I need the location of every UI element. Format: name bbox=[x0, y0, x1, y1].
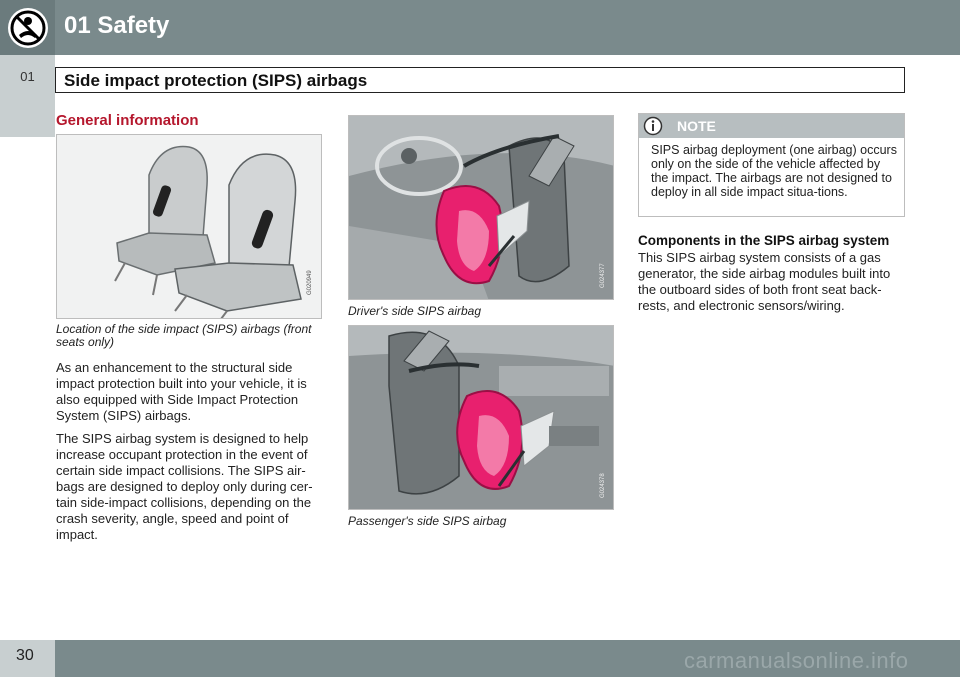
info-icon bbox=[643, 116, 663, 141]
page-number: 30 bbox=[16, 647, 34, 664]
note-header bbox=[639, 114, 904, 138]
figure-id: G024377 bbox=[600, 263, 606, 288]
driver-side-airbag-figure bbox=[348, 115, 614, 300]
figure-caption: Passenger's side SIPS airbag bbox=[348, 514, 507, 528]
section-title-bar bbox=[55, 67, 905, 93]
chapter-tab bbox=[0, 55, 55, 137]
note-text: SIPS airbag deployment (one airbag) occurs only on the side of the vehicle affected by the impact. The airbags are not designed to deploy in all side impact situa-tions. bbox=[651, 143, 897, 199]
note-box bbox=[638, 113, 905, 217]
chapter-title: 01 Safety bbox=[64, 12, 170, 39]
passenger-side-airbag-figure bbox=[348, 325, 614, 510]
chapter-tab-label: 01 bbox=[20, 69, 35, 84]
figure-caption: Location of the side impact (SIPS) airbags (front seats only) bbox=[56, 322, 312, 349]
seats-airbag-location-figure bbox=[56, 134, 322, 319]
general-information-heading: General information bbox=[56, 112, 199, 129]
figure-caption: Driver's side SIPS airbag bbox=[348, 304, 482, 318]
paragraph: The SIPS airbag system is designed to help increase occupant protection in the event of certain side impact collisions. The SIPS air-bags are designed to deploy only during cer-tain side-impact collisions, depending on the crash severity, angle, speed and point of impact. bbox=[56, 431, 313, 542]
safety-warning-icon bbox=[0, 0, 55, 55]
note-label: NOTE bbox=[677, 118, 716, 134]
section-title: Side impact protection (SIPS) airbags bbox=[64, 71, 368, 90]
paragraph: This SIPS airbag system consists of a gas generator, the side airbag modules built into the outboard sides of both front seat back-rests, and electronic sensors/wiring. bbox=[638, 250, 891, 313]
figure-id: G020949 bbox=[307, 270, 313, 295]
paragraph: As an enhancement to the structural side impact protection built into your vehicle, it is also equipped with Side Impact Protection System (SIPS) airbags. bbox=[56, 360, 307, 423]
page-header bbox=[0, 0, 960, 55]
figure-id: G024378 bbox=[600, 473, 606, 498]
watermark: carmanualsonline.info bbox=[684, 648, 909, 673]
components-heading: Components in the SIPS airbag system bbox=[638, 233, 890, 248]
